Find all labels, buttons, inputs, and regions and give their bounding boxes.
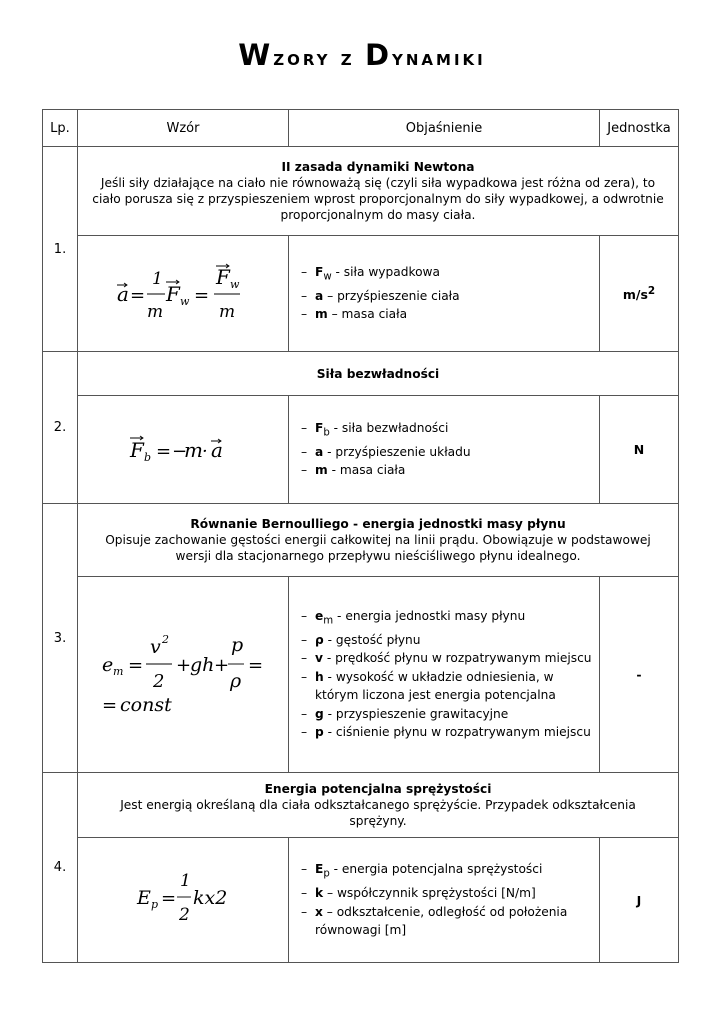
newton-second-law-formula [113,259,253,323]
svg-text:ρ: ρ [230,670,242,692]
list-item: – $E_p$ - energia potencjalna sprężystości [301,860,593,884]
svg-text:=: = [161,887,177,909]
table-row [43,504,679,577]
svg-text:=: = [156,441,172,462]
svg-text:gh: gh [190,654,215,676]
formula-cell [78,396,289,504]
svg-text:m: m [147,302,164,322]
row-heading: Energia potencjalna sprężystości [264,782,492,796]
elastic-energy-formula [133,868,233,928]
list-item: – $F_w$ - siła wypadkowa [301,263,593,287]
svg-text:+: + [214,655,230,676]
svg-text:p: p [151,897,159,911]
row-description [78,504,679,577]
list-item: – a – przyśpieszenie ciała [301,287,593,306]
unit-cell: N [600,396,679,504]
row-number: 1. [43,147,78,352]
svg-text:1: 1 [152,269,163,289]
svg-text:m: m [184,438,203,462]
svg-text:w: w [180,295,190,308]
list-item: – m – masa ciała [301,305,593,324]
svg-text:m: m [219,302,236,322]
svg-text:=: = [194,285,210,306]
svg-text:2: 2 [153,671,165,692]
row-description-text: Opisuje zachowanie gęstości energii całkowitej na linii prądu. Obowiązuje w podstawowej wersji dla stacjonarnego przepływu nieściśliwego płynu idealnego. [105,533,651,563]
explanation-cell [289,236,600,352]
row-description [78,352,679,396]
svg-text:=: = [128,655,144,676]
svg-text:=: = [102,695,118,716]
table-row [43,577,679,773]
row-number: 4. [43,773,78,963]
svg-text:=: = [248,655,264,676]
row-description [78,147,679,236]
svg-text:a: a [117,282,129,306]
row-number: 3. [43,504,78,773]
explanation-list [301,860,593,939]
formula-cell [78,236,289,352]
explanation-cell [289,577,600,773]
explanation-list [301,419,593,480]
bernoulli-formula [98,627,268,717]
row-heading: Siła bezwładności [316,366,440,381]
header-explanation: Objaśnienie [289,110,600,147]
svg-text:+: + [176,655,192,676]
list-item: – m - masa ciała [301,461,593,480]
row-heading: Równanie Bernoulliego - energia jednostki masy płynu [190,517,566,531]
svg-text:F: F [130,438,144,462]
list-item: – $e_m$ - energia jednostki masy płynu [301,607,593,631]
svg-text:kx2: kx2 [193,886,228,909]
unit-cell: J [600,838,679,963]
svg-text:e: e [102,654,114,676]
list-item: – a - przyśpieszenie układu [301,443,593,462]
svg-text:w: w [230,278,240,291]
unit-cell: $m/s^2$ [600,236,679,352]
formula-cell [78,577,289,773]
svg-text:const: const [120,694,172,716]
explanation-list [301,607,593,742]
list-item: – v - prędkość płynu w rozpatrywanym miejscu [301,649,593,668]
list-item: – h - wysokość w układzie odniesienia, w którym liczona jest energia potencjalna [301,668,593,705]
formula-cell [78,838,289,963]
formula-table [42,109,679,963]
header-unit: Jednostka [600,110,679,147]
row-description-text: Jest energią określaną dla ciała odkształcanego sprężyście. Przypadek odkształcenia sprężyny. [120,798,636,828]
list-item: – ρ - gęstość płynu [301,631,593,650]
svg-text:b: b [144,451,152,464]
row-heading: II zasada dynamiki Newtona [281,160,475,174]
unit-cell: - [600,577,679,773]
svg-text:F: F [166,282,180,306]
table-row [43,773,679,838]
table-row [43,236,679,352]
row-description [78,773,679,838]
list-item: – $F_b$ - siła bezwładności [301,419,593,443]
explanation-cell [289,838,600,963]
table-row [43,352,679,396]
page-title: Wzory z Dynamiki [238,38,486,72]
svg-text:F: F [216,265,230,289]
svg-text:E: E [137,886,151,909]
explanation-cell [289,396,600,504]
svg-text:2: 2 [162,633,169,646]
table-header-row [43,110,679,147]
list-item: – p - ciśnienie płynu w rozpatrywanym miejscu [301,723,593,742]
row-number: 2. [43,352,78,504]
list-item: – k – współczynnik sprężystości [N/m] [301,884,593,903]
explanation-list [301,263,593,324]
row-description-text: Jeśli siły działające na ciało nie równoważą się (czyli siła wypadkowa jest różna od zera), to ciało porusza się z przyspieszeniem wprost proporcjonalnym do siły wypadkowej, a odwrotnie proporcjonalnym do masy ciała. [92,176,664,222]
svg-text:m: m [113,665,124,678]
svg-text:−: − [172,441,188,462]
svg-text:v: v [150,636,161,658]
svg-text:p: p [231,634,244,656]
svg-text:a: a [211,438,223,462]
header-lp: Lp. [43,110,78,147]
svg-text:·: · [202,441,208,462]
list-item: – x – odkształcenie, odległość od położenia równowagi [m] [301,903,593,940]
table-row [43,396,679,504]
inertial-force-formula [128,427,238,467]
header-formula: Wzór [78,110,289,147]
svg-text:2: 2 [179,904,190,925]
list-item: – g - przyspieszenie grawitacyjne [301,705,593,724]
svg-text:=: = [130,285,146,306]
svg-text:1: 1 [180,870,191,891]
table-row [43,147,679,236]
table-row [43,838,679,963]
